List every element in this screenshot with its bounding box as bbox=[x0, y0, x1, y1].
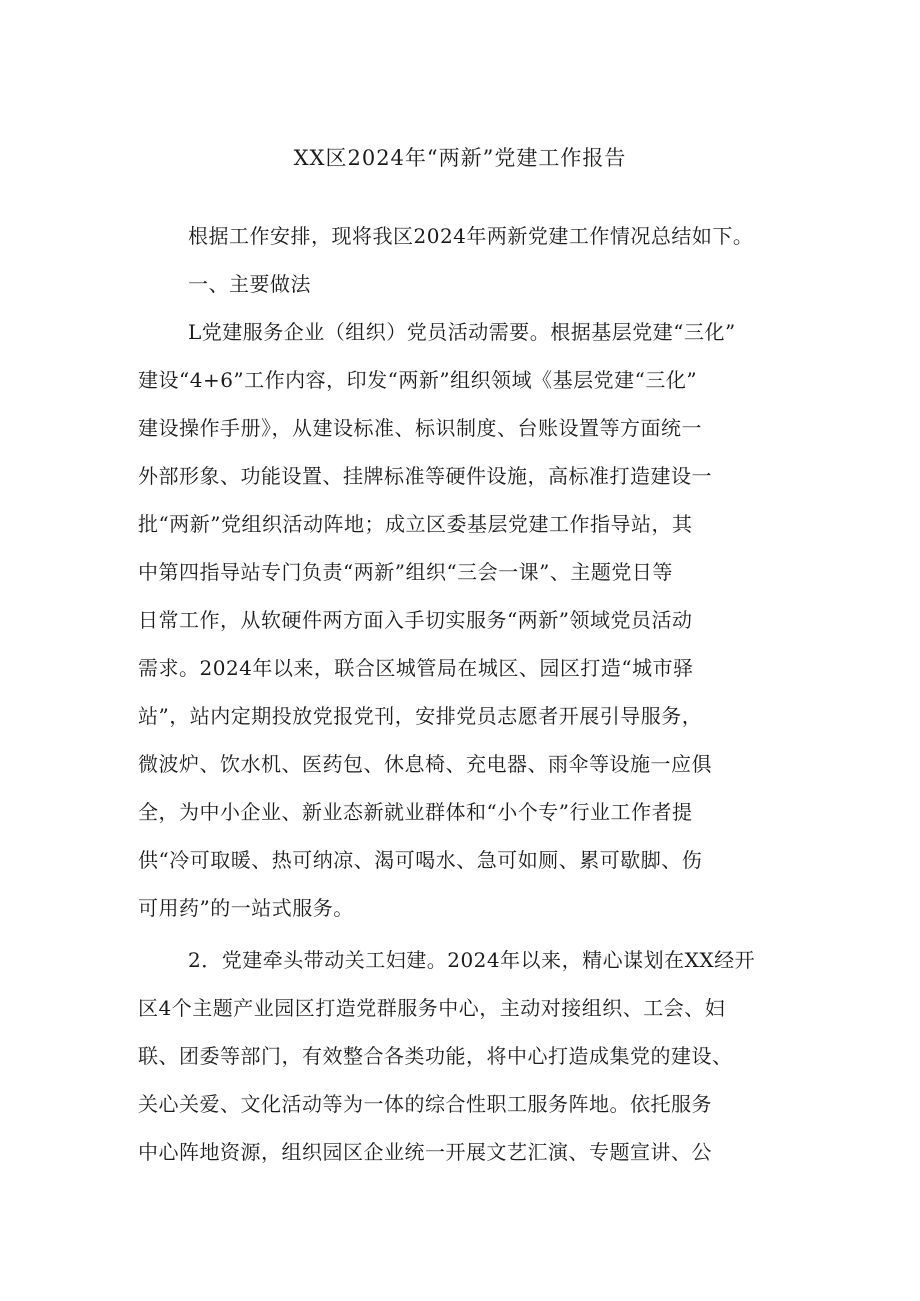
paragraph-line: 需求。2024年以来，联合区城管局在城区、园区打造“城市驿 bbox=[138, 656, 694, 680]
paragraph-line: 日常工作，从软硬件两方面入手切实服务“两新”领域党员活动 bbox=[138, 608, 693, 632]
paragraph-line: 外部形象、功能设置、挂牌标准等硬件设施，高标准打造建设一 bbox=[138, 464, 712, 488]
document-title: XX区2024年“两新”党建工作报告 bbox=[293, 146, 627, 170]
document-body bbox=[138, 212, 798, 1176]
paragraph-line: 中心阵地资源，组织园区企业统一开展文艺汇演、专题宣讲、公 bbox=[138, 1140, 712, 1164]
paragraph-line: 批“两新”党组织活动阵地；成立区委基层党建工作指导站，其 bbox=[138, 512, 693, 536]
intro-paragraph: 根据工作安排，现将我区2024年两新党建工作情况总结如下。 bbox=[188, 224, 754, 248]
paragraph-line: 中第四指导站专门负责“两新”组织“三会一课”、主题党日等 bbox=[138, 560, 673, 584]
paragraph-line: L党建服务企业（组织）党员活动需要。根据基层党建“三化” bbox=[188, 320, 736, 344]
paragraph-line: 可用药”的一站式服务。 bbox=[138, 896, 354, 920]
paragraph-line: 建设操作手册》，从建设标准、标识制度、台账设置等方面统一 bbox=[138, 416, 702, 440]
section-heading: 一、主要做法 bbox=[188, 272, 311, 296]
paragraph-line: 区4个主题产业园区打造党群服务中心，主动对接组织、工会、妇 bbox=[138, 996, 726, 1020]
paragraph-line: 联、团委等部门，有效整合各类功能，将中心打造成集党的建设、 bbox=[138, 1044, 733, 1068]
paragraph-line: 供“冷可取暖、热可纳凉、渴可喝水、急可如厕、累可歇脚、伤 bbox=[138, 848, 703, 872]
paragraph-line: 2．党建牵头带动关工妇建。2024年以来，精心谋划在XX经开 bbox=[188, 948, 756, 972]
paragraph-line: 建设“4+6”工作内容，印发“两新”组织领域《基层党建“三化” bbox=[138, 368, 698, 392]
paragraph-line: 关心关爱、文化活动等为一体的综合性职工服务阵地。依托服务 bbox=[138, 1092, 712, 1116]
paragraph-line: 全，为中小企业、新业态新就业群体和“小个专”行业工作者提 bbox=[138, 800, 693, 824]
paragraph-line: 微波炉、饮水机、医药包、休息椅、充电器、雨伞等设施一应俱 bbox=[138, 752, 712, 776]
paragraph-2 bbox=[138, 936, 798, 1176]
paragraph-line: 站”，站内定期投放党报党刊，安排党员志愿者开展引导服务， bbox=[138, 704, 703, 728]
paragraph-1 bbox=[138, 308, 798, 932]
